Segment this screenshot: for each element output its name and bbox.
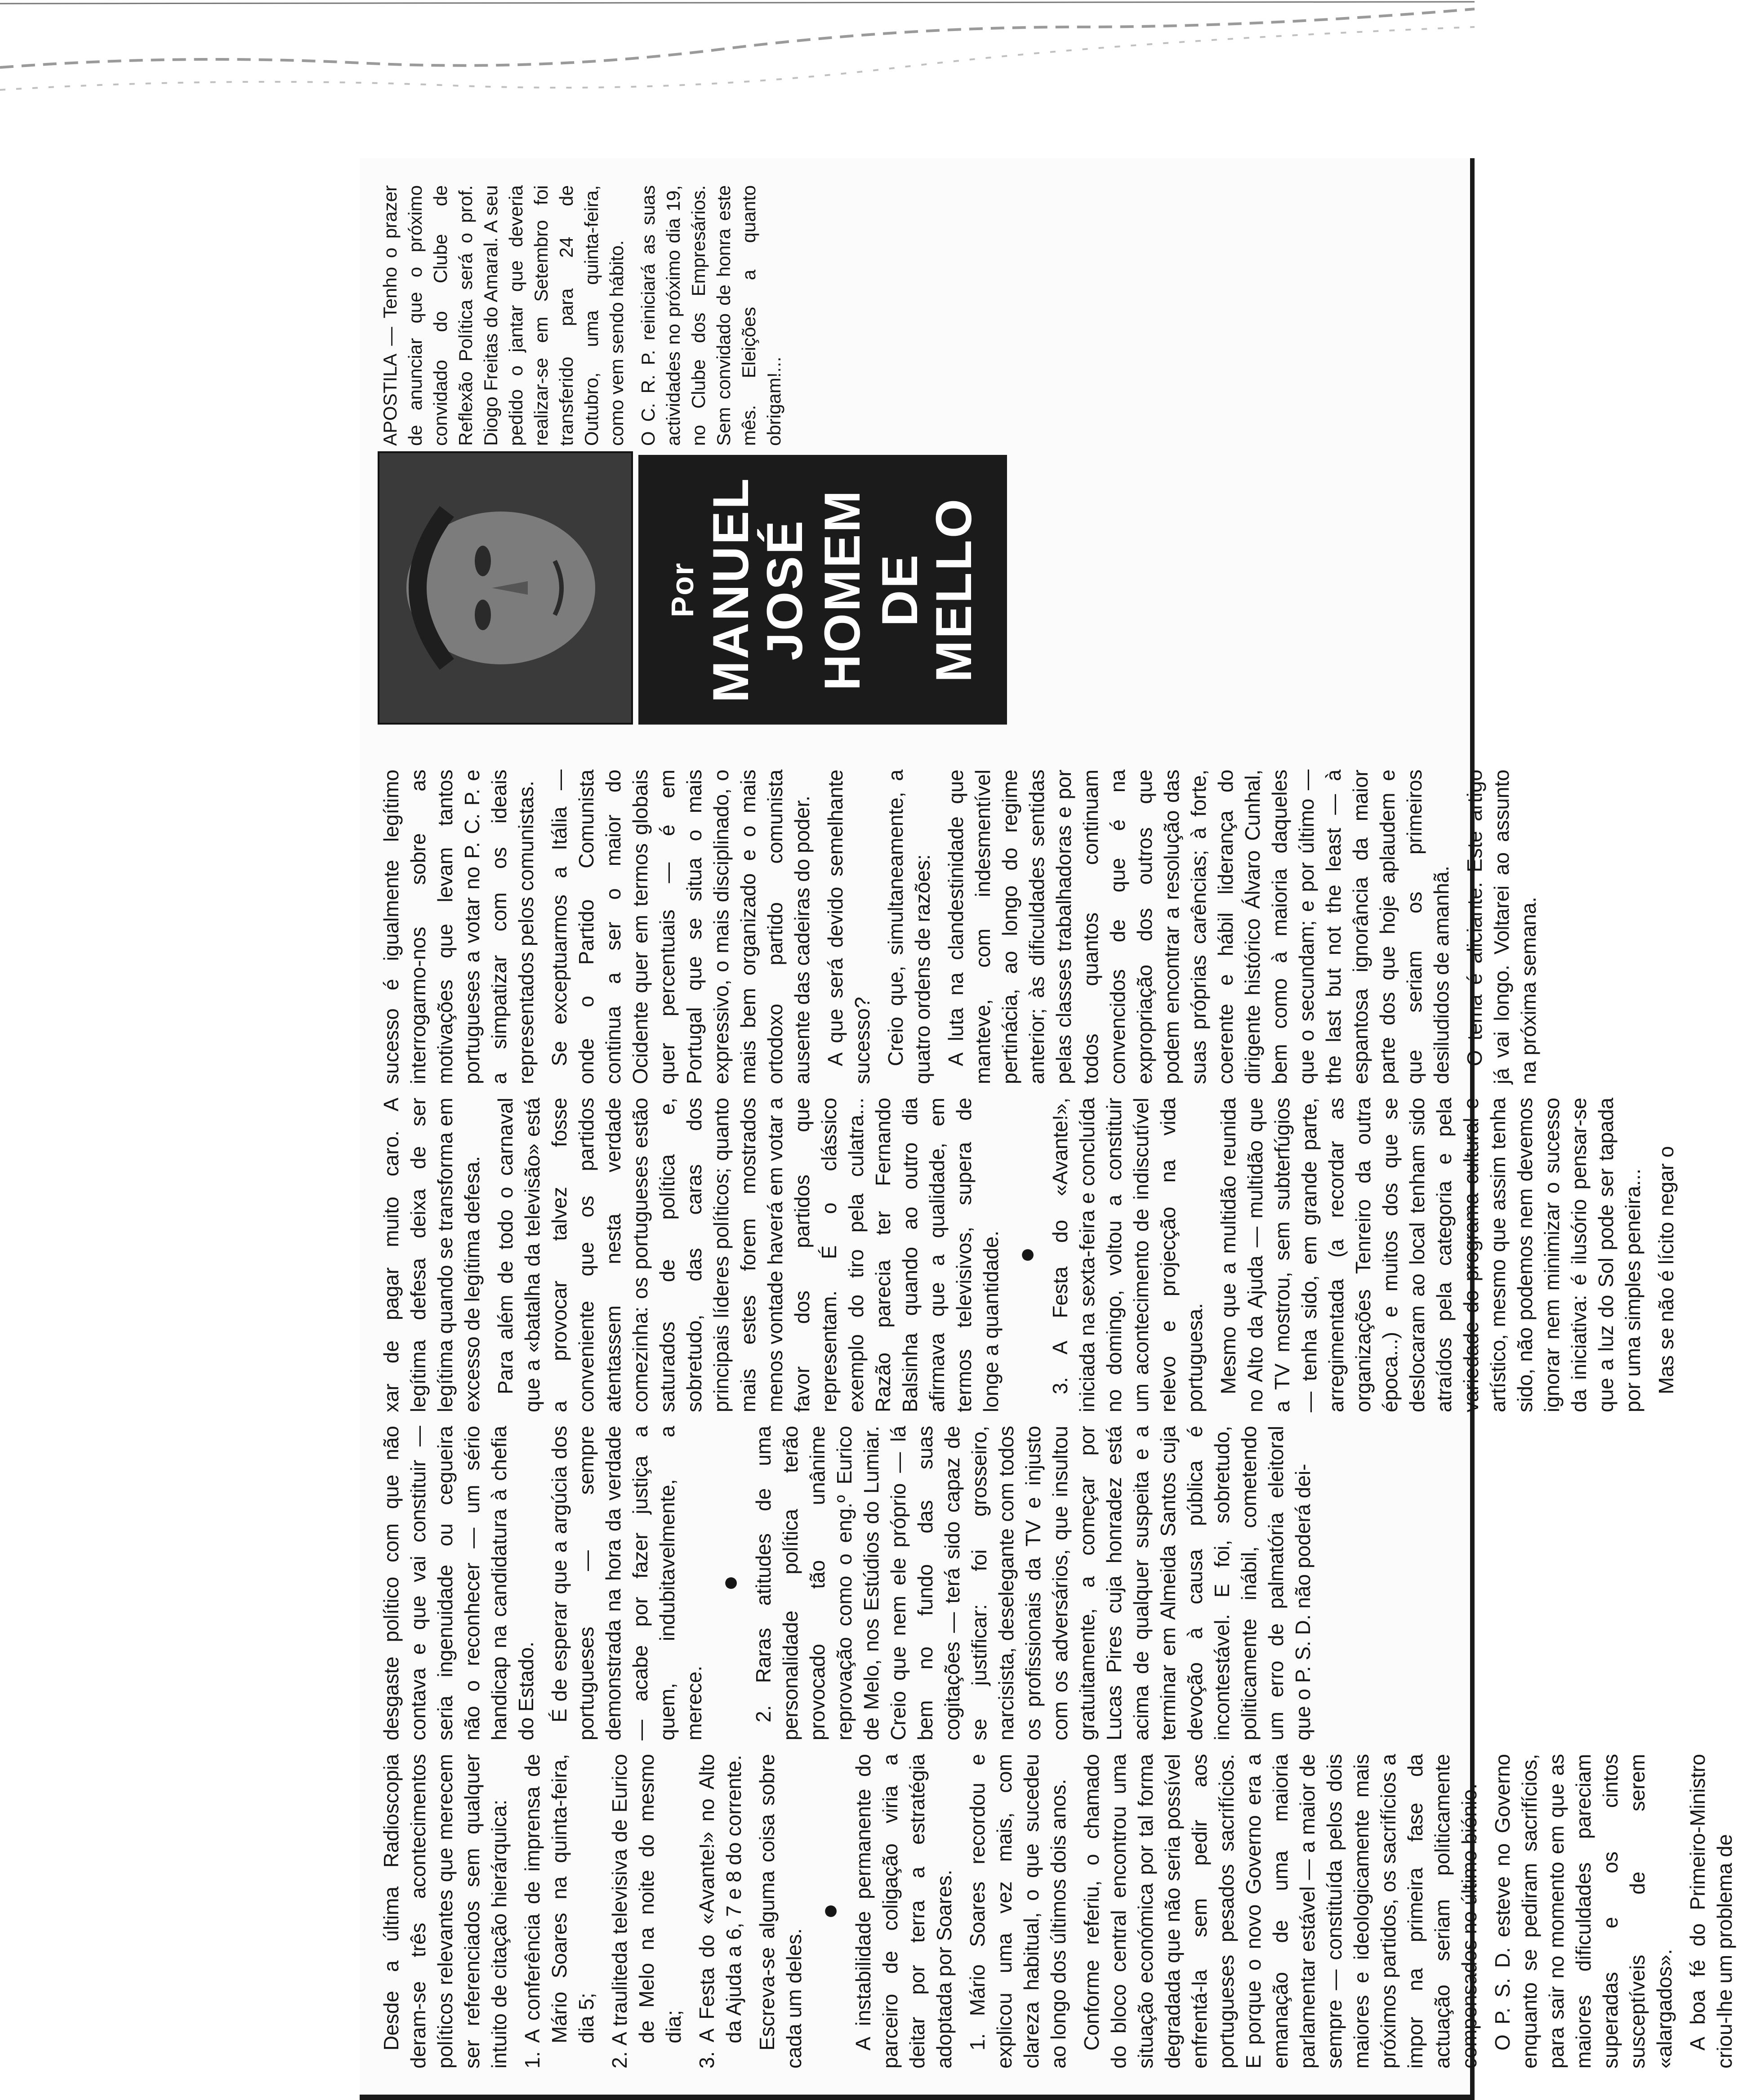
article-list-item-3: 3. A Festa do «Avante!» no Alto da Ajuda a 6, 7 e 8 do corrente. (695, 1754, 745, 2069)
newspaper-clipping (360, 158, 1736, 2100)
section-bullet: ● (814, 1903, 844, 1920)
article-paragraph: É de esperar que a argúcia dos portugueses — sempre demonstrada na hora da verdade — acabe por fazer justiça a quem, indubitavelmente, a merece. (548, 1426, 706, 1740)
apostila-sidebar (378, 185, 1457, 446)
byline-title (638, 455, 1007, 725)
article-list-item-2: 2. A trauliteda televisiva de Eurico de Melo na noite do mesmo dia; (608, 1754, 685, 2069)
article-paragraph: sucesso é igualmente legítimo interrogarmo-nos sobre as motivações que levam tantos portugueses a votar no P. C. P. e a simpatizar com os ideais representados pelos comunistas. (379, 770, 538, 1084)
author-name-line-1: MANUEL JOSÉ (703, 476, 813, 703)
article-paragraph: Mas se não é lícito negar o (1654, 1146, 1678, 1394)
article-paragraph: O tema é aliciante. Este artigo já vai longo. Voltarei ao assunto na próxima semana. (1463, 770, 1540, 1084)
article-paragraph: 2. Raras atitudes de uma personalidade política terão provocado tão unânime reprovação como o eng.º Eurico de Melo, nos Estúdios do Lumiar. Creio que nem ele próprio — lá bem no fundo das suas cogitações — terá sido capaz de se justificar: foi grosseiro, narcisista, deselegante com todos os profissionais da TV e injusto com os adversários, que insultou gratuitamente, a começar por Lucas Pires cuja honradez está acima de qualquer suspeita e a terminar em Almeida Santos cuja devoção à causa pública é incontestável. E foi, sobretudo, politicamente inábil, cometendo um erro de palmatória eleitoral que o P. S. D. não poderá dei- (752, 1426, 1315, 1740)
article-paragraph: A luta na clandestinidade que manteve, com indesmentível pertinácia, ao longo do regime anterior; às dificuldades sentidas pelas classes trabalhadoras e por todos quantos continuam convencidos de que é na expropriação dos outros que podem encontrar a resolução das suas próprias carências; à forte, coerente e hábil liderança do dirigente histórico Álvaro Cunhal, bem como à maioria daqueles que o secundam; e por último — the last but not the least — à espantosa ignorância da maior parte dos que hoje aplaudem e que seriam os primeiros desiludidos de amanhã. (944, 770, 1453, 1084)
clipping-left-rule (360, 2095, 1475, 2100)
article-paragraph: Mesmo que a multidão reunida no Alto da Ajuda — multidão que a TV mostrou, sem subterfúgios — tenha sido, em grande parte, arregimentada (a recordar as organizações Tenreiro da outra época...) e muitos dos que se deslocaram ao local tenham sido atraídos pela categoria e pela variedade do programa cultural e artístico, mesmo que assim tenha sido, não podemos nem devemos ignorar nem minimizar o sucesso da iniciativa: é ilusório pensar-se que a luz do Sol pode ser tapada por uma simples peneira... (1217, 1098, 1644, 1412)
author-name-line-2: HOMEM (814, 489, 870, 691)
article-paragraph: 3. A Festa do «Avante!», iniciada na sexta-feira e concluída no domingo, voltou a constituir um acontecimento de indiscutível relevo e projecção na vida portuguesa. (1048, 1098, 1207, 1412)
article-paragraph: O P. S. D. esteve no Governo enquanto se pediram sacrifícios, para sair no momento em que as maiores dificuldades pareciam superadas e os cintos susceptíveis de serem «alargados». (1491, 1754, 1676, 2069)
article-paragraph: A instabilidade permanente do parceiro de coligação viria a deitar por terra a estratégia adoptada por Soares. (851, 1754, 956, 2069)
author-name-line-3: DE MELLO (872, 497, 982, 682)
article-paragraph: 1. Mário Soares recordou e explicou uma vez mais, com clareza habitual, o que sucedeu ao longo dos últimos dois anos. (966, 1754, 1070, 2069)
sidebar-paragraph: APOSTILA — Tenho o prazer de anunciar que o próximo convidado do Clube de Reflexão Política será o prof. Diogo Freitas do Amaral. A seu pedido o jantar que deveria realizar-se em Setembro foi transferido para 24 de Outubro, uma quinta-feira, como vem sendo hábito. (379, 185, 627, 446)
article-column-3 (378, 1098, 1678, 1412)
article-paragraph: A boa fé do Primeiro-Ministro criou-lhe um problema de (1686, 1754, 1736, 2069)
article-paragraph: Creio que, simultaneamente, a quatro ordens de razões: (884, 770, 934, 1084)
author-portrait-image (379, 453, 631, 723)
article-list-tail: Escreva-se alguma coisa sobre cada um deles. (755, 1754, 806, 2069)
article-list-item-1: 1. A conferência de imprensa de Mário Soares na quinta-feira, dia 5; (521, 1754, 598, 2069)
article-column-1 (378, 1754, 1736, 2069)
byline-block (378, 185, 1457, 725)
article-column-4 (378, 770, 1540, 1084)
article-paragraph: Se exceptuarmos a Itália — onde o Partido Comunista continua a ser o maior do Ocidente quer em termos globais quer percentuais — é em Portugal que se situa o mais expressivo, o mais disciplinado, o mais bem organizado e o mais ortodoxo partido comunista ausente das cadeiras do poder. (548, 770, 814, 1084)
article-paragraph: A que será devido semelhante sucesso? (824, 770, 874, 1084)
article-column-2 (378, 1426, 1457, 1740)
article-paragraph: Para além de todo o carnaval que a «batalha da televisão» está a provocar talvez fosse conveniente que os partidos atentassem nesta verdade comezinha: os portugueses estão saturados de política e, sobretudo, das caras dos principais líderes políticos; quanto mais estes forem mostrados menos vontade haverá em votar a favor dos partidos que representam. É o clássico exemplo do tiro pela culatra... Razão parecia ter Fernando Balsinha quando ao outro dia afirmava que a qualidade, em termos televisivos, supera de longe a quantidade. (494, 1098, 1003, 1412)
scan-noise-top (0, 0, 1475, 117)
section-bullet: ● (714, 1575, 744, 1592)
article-paragraph: xar de pagar muito caro. A legítima defesa deixa de ser legítima quando se transforma em excesso de legítima defesa. (379, 1098, 484, 1412)
article-paragraph: Conforme referiu, o chamado do bloco central encontrou uma situação económica por tal forma degradada que não seria possível enfrentá-la sem pedir aos portugueses pesados sacrifícios. E porque o novo Governo era a emanação de uma maioria parlamentar estável — a maior de sempre — constituída pelos dois maiores e ideologicamente mais próximos partidos, os sacrifícios a impor na primeira fase da actuação seriam politicamente compensados no último biénio. (1080, 1754, 1481, 2069)
author-photo (378, 451, 633, 725)
article-intro: Desde a última Radioscopia deram-se três acontecimentos políticos relevantes que merecem ser referenciados sem qualquer intuito de citação hierárquica: (379, 1754, 511, 2069)
section-bullet: ● (1011, 1246, 1041, 1264)
article-paragraph: desgaste político com que não contava e que vai constituir — seria ingenuidade ou cegueira não o reconhecer — um sério handicap na candidatura à chefia do Estado. (379, 1426, 538, 1740)
sidebar-paragraph: O C. R. P. reiniciará as suas actividades no próximo dia 19, no Clube dos Empresários. Sem convidado de honra este mês. Eleições a quanto obrigam!... (637, 185, 784, 446)
byline-por: Por (665, 562, 700, 618)
